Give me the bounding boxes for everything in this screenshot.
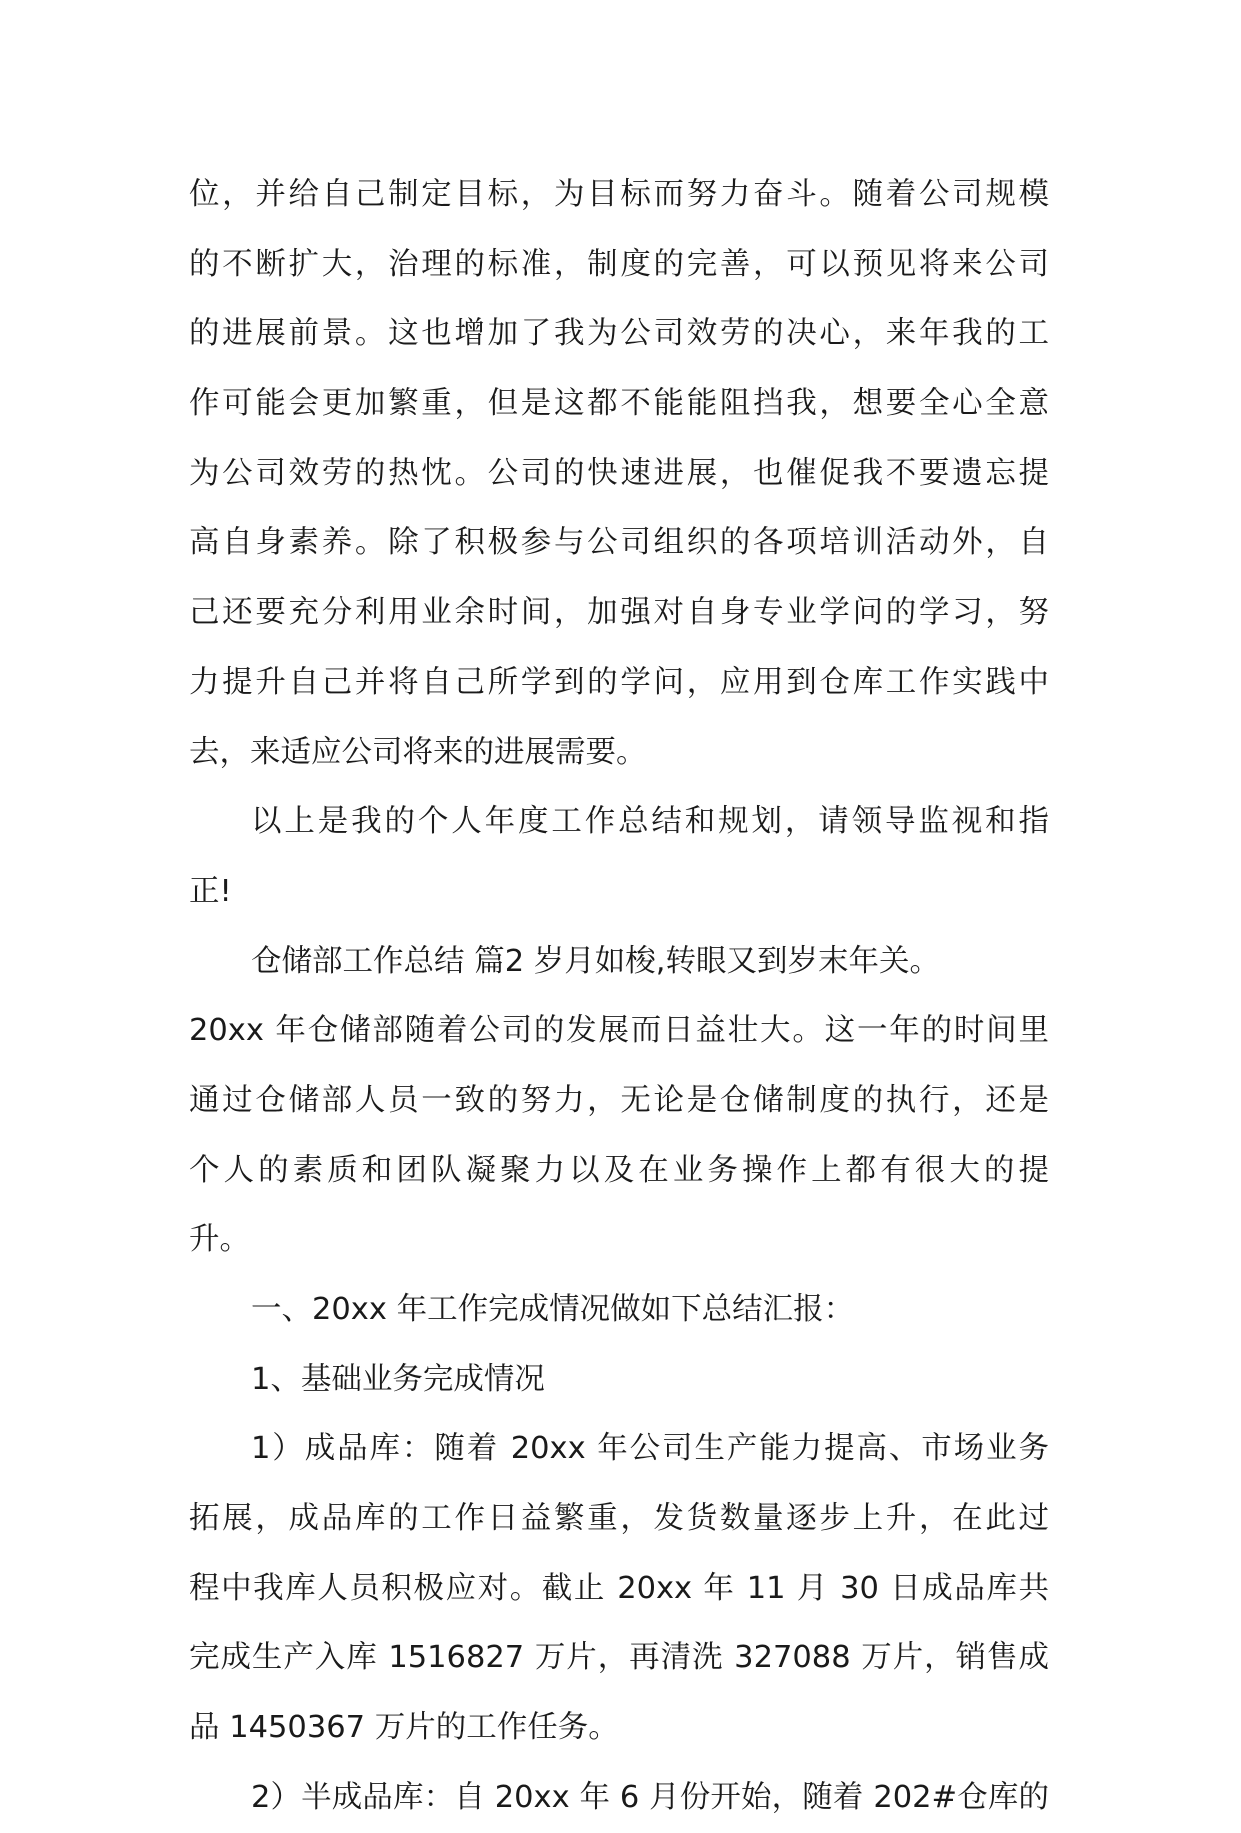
text-line: 拓展，成品库的工作日益繁重，发货数量逐步上升，在此过: [189, 1501, 1049, 1537]
text-line: 的进展前景。这也增加了我为公司效劳的决心，来年我的工: [189, 316, 1049, 352]
text-line: 的不断扩大，治理的标准，制度的完善，可以预见将来公司: [189, 246, 1049, 282]
text-line: 高自身素养。除了积极参与公司组织的各项培训活动外，自: [189, 525, 1049, 561]
text-line: 一、20xx 年工作完成情况做如下总结汇报：: [251, 1292, 855, 1327]
text-line: 2）半成品库：自 20xx 年 6 月份开始，随着 202#仓库的: [251, 1779, 1049, 1815]
document-body: [189, 160, 1049, 1833]
text-line: 去，来适应公司将来的进展需要。: [189, 734, 647, 770]
text-line: 作可能会更加繁重，但是这都不能能阻挡我，想要全心全意: [189, 386, 1049, 422]
text-line: 品 1450367 万片的工作任务。: [189, 1710, 619, 1746]
text-line: 正!: [189, 873, 232, 909]
text-line: 以上是我的个人年度工作总结和规划，请领导监视和指: [251, 804, 1049, 840]
text-line: 个人的素质和团队凝聚力以及在业务操作上都有很大的提: [189, 1152, 1049, 1188]
text-line: 己还要充分利用业余时间，加强对自身专业学问的学习，努: [189, 595, 1049, 631]
text-line: 通过仓储部人员一致的努力，无论是仓储制度的执行，还是: [189, 1082, 1049, 1118]
text-line: 为公司效劳的热忱。公司的快速进展，也催促我不要遗忘提: [189, 455, 1049, 491]
text-line: 完成生产入库 1516827 万片，再清洗 327088 万片，销售成: [189, 1640, 1049, 1676]
text-line: 升。: [189, 1222, 250, 1258]
section-heading-line: 仓储部工作总结 篇2 岁月如梭,转眼又到岁末年关。: [251, 943, 940, 979]
text-line: 20xx 年仓储部随着公司的发展而日益壮大。这一年的时间里: [189, 1013, 1049, 1049]
text-line: 力提升自己并将自己所学到的学问，应用到仓库工作实践中: [189, 664, 1049, 700]
text-line: 1、基础业务完成情况: [251, 1361, 545, 1397]
text-line: 位，并给自己制定目标，为目标而努力奋斗。随着公司规模: [189, 177, 1049, 212]
text-line: 程中我库人员积极应对。截止 20xx 年 11 月 30 日成品库共: [189, 1570, 1049, 1606]
text-line: 1）成品库：随着 20xx 年公司生产能力提高、市场业务: [251, 1431, 1049, 1467]
